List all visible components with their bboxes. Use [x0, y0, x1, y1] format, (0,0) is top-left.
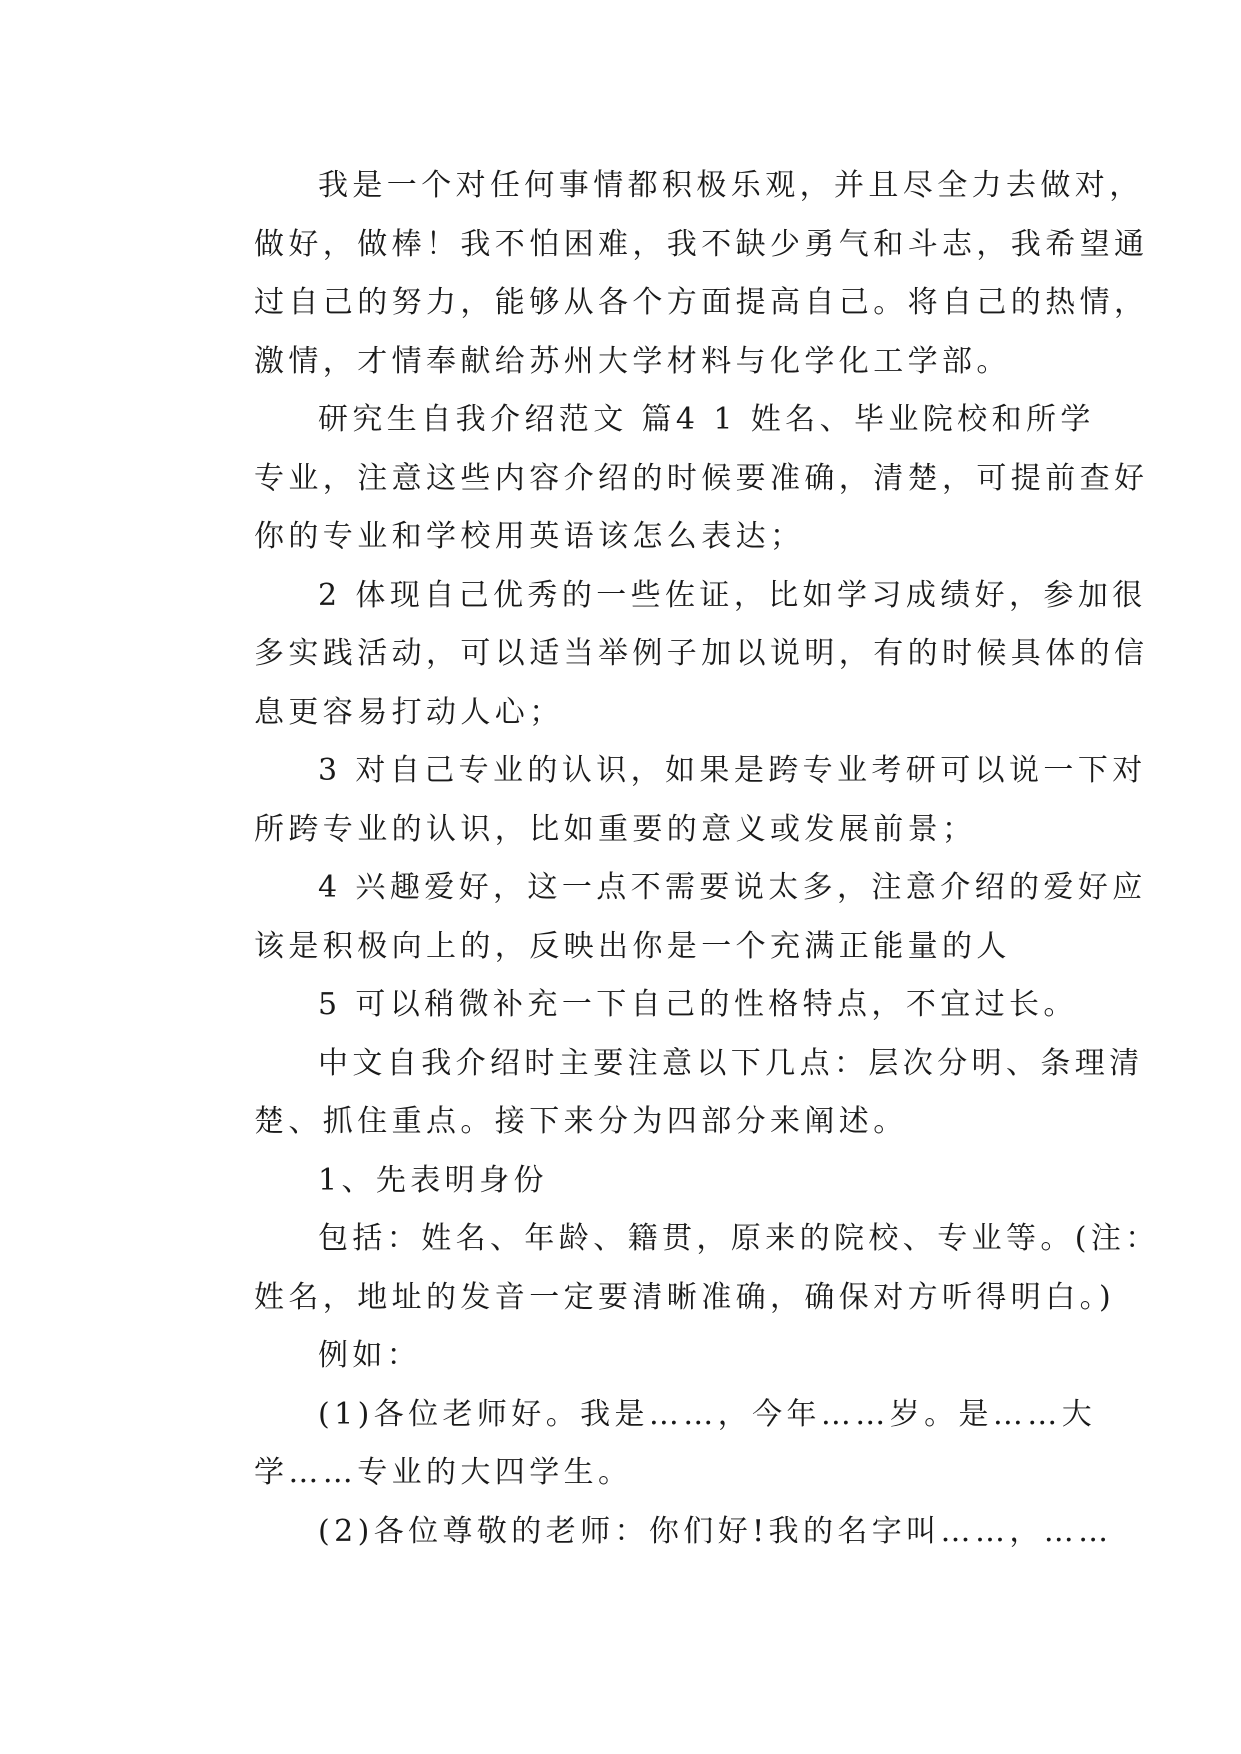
text-line: 2 体现自己优秀的一些佐证，比如学习成绩好，参加很 — [318, 577, 1147, 613]
paragraph-7 — [190, 1035, 1144, 1152]
text-line: (1)各位老师好。我是……，今年……岁。是……大 — [318, 1396, 1097, 1432]
text-line: 1、先表明身份 — [318, 1162, 548, 1198]
paragraph-2 — [190, 391, 1149, 567]
text-line: 你的专业和学校用英语该怎么表达； — [254, 519, 805, 554]
example-2 — [190, 1503, 1113, 1562]
text-line: 学……专业的大四学生。 — [254, 1455, 633, 1490]
paragraph-3 — [190, 567, 1149, 743]
paragraph-6 — [190, 976, 1078, 1035]
text-line: 4 兴趣爱好，这一点不需要说太多，注意介绍的爱好应 — [318, 870, 1147, 905]
text-line: 息更容易打动人心； — [254, 694, 564, 730]
text-line: 例如： — [318, 1338, 422, 1373]
text-line: 我是一个对任何事情都积极乐观，并且尽全力去做对， — [318, 168, 1144, 203]
text-line: 专业，注意这些内容介绍的时候要准确，清楚，可提前查好 — [254, 460, 1149, 496]
text-line: 所跨专业的认识，比如重要的意义或发展前景； — [254, 811, 977, 847]
text-line: 做好，做棒！我不怕困难，我不缺少勇气和斗志，我希望通 — [254, 226, 1149, 262]
paragraph-5 — [190, 859, 1147, 976]
text-line: 包括：姓名、年龄、籍贯，原来的院校、专业等。(注： — [318, 1221, 1160, 1256]
text-line: (2)各位尊敬的老师：你们好!我的名字叫……，…… — [318, 1513, 1113, 1549]
text-line: 5 可以稍微补充一下自己的性格特点，不宜过长。 — [318, 987, 1078, 1022]
section-heading — [190, 1152, 1050, 1211]
example-1 — [190, 1386, 1097, 1503]
text-line: 3 对自己专业的认识，如果是跨专业考研可以说一下对 — [318, 753, 1147, 788]
example-label — [190, 1327, 1050, 1386]
text-line: 姓名，地址的发音一定要清晰准确，确保对方听得明白。) — [254, 1279, 1116, 1315]
paragraph-1 — [190, 157, 1149, 391]
paragraph-4 — [190, 742, 1147, 859]
text-line: 该是积极向上的，反映出你是一个充满正能量的人 — [254, 928, 1011, 964]
text-line: 多实践活动，可以适当举例子加以说明，有的时候具体的信 — [254, 636, 1149, 671]
text-line: 激情，才情奉献给苏州大学材料与化学化工学部。 — [254, 343, 1011, 379]
text-line: 中文自我介绍时主要注意以下几点：层次分明、条理清 — [318, 1045, 1144, 1081]
document-body — [190, 157, 1160, 1561]
paragraph-8 — [190, 1210, 1160, 1327]
text-line: 过自己的努力，能够从各个方面提高自己。将自己的热情， — [254, 285, 1149, 320]
text-line: 楚、抓住重点。接下来分为四部分来阐述。 — [254, 1104, 908, 1139]
text-line: 研究生自我介绍范文 篇4 1 姓名、毕业院校和所学 — [318, 402, 1095, 437]
